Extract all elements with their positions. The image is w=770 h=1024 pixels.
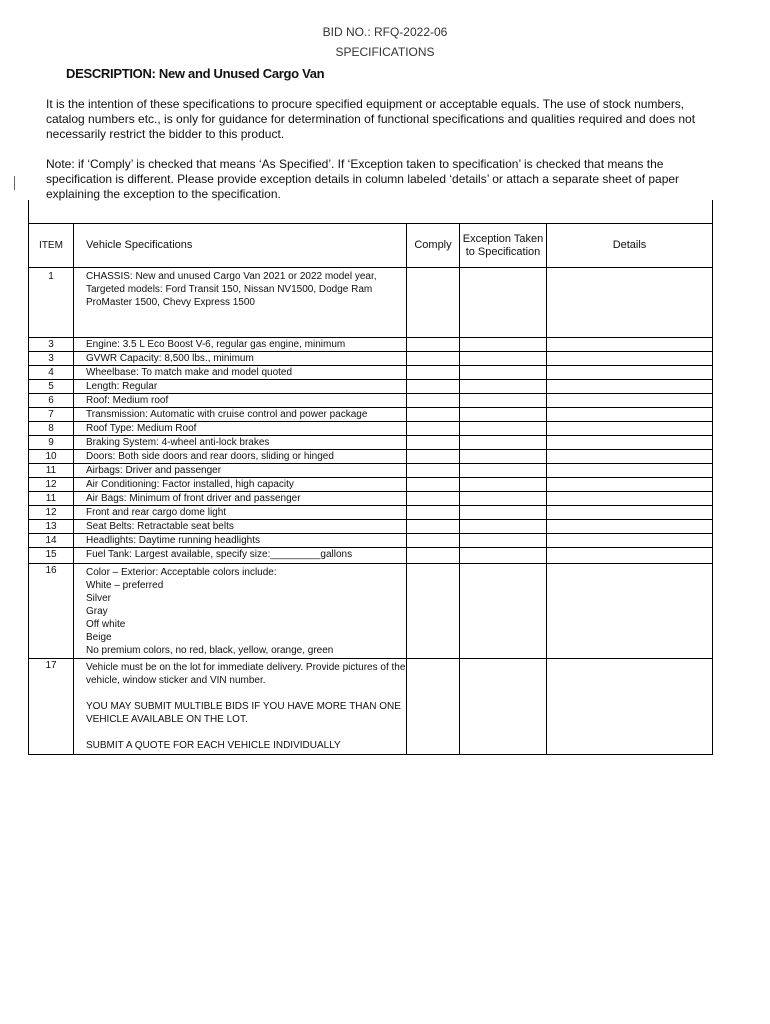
comply-cell[interactable]	[407, 659, 460, 755]
exception-cell[interactable]	[460, 436, 547, 450]
exception-cell[interactable]	[460, 394, 547, 408]
exception-cell[interactable]	[460, 464, 547, 478]
row-spec: Length: Regular	[74, 380, 407, 394]
table-row-17	[29, 659, 713, 755]
table-row	[29, 478, 713, 492]
multiple-bids-text: YOU MAY SUBMIT MULTIBLE BIDS IF YOU HAVE MORE THAN ONE VEHICLE AVAILABLE ON THE LOT.	[86, 701, 401, 725]
comply-cell[interactable]	[407, 478, 460, 492]
table-header-row	[29, 224, 713, 268]
color-line: White – preferred	[86, 580, 164, 591]
color-line: Silver	[86, 593, 112, 604]
row-spec: Braking System: 4-wheel anti-lock brakes	[74, 436, 407, 450]
comply-cell[interactable]	[407, 450, 460, 464]
header-item: ITEM	[29, 224, 74, 268]
exception-cell[interactable]	[460, 450, 547, 464]
table-row	[29, 338, 713, 352]
details-cell[interactable]	[547, 436, 713, 450]
row-item: 13	[29, 520, 74, 534]
exception-cell[interactable]	[460, 478, 547, 492]
description-heading: DESCRIPTION: New and Unused Cargo Van	[66, 66, 325, 81]
comply-cell[interactable]	[407, 548, 460, 564]
details-cell[interactable]	[547, 464, 713, 478]
exception-cell[interactable]	[460, 548, 547, 564]
details-cell[interactable]	[547, 380, 713, 394]
comply-cell[interactable]	[407, 352, 460, 366]
row-spec-16	[74, 564, 407, 659]
table-row	[29, 408, 713, 422]
row-spec: Wheelbase: To match make and model quoted	[74, 366, 407, 380]
comply-cell[interactable]	[407, 394, 460, 408]
row-spec: Fuel Tank: Largest available, specify size:_________gallons	[74, 548, 407, 564]
quote-text: SUBMIT A QUOTE FOR EACH VEHICLE INDIVIDUALLY	[86, 740, 341, 751]
details-cell[interactable]	[547, 408, 713, 422]
details-cell[interactable]	[547, 492, 713, 506]
margin-mark	[14, 176, 15, 190]
details-cell[interactable]	[547, 450, 713, 464]
row-item: 10	[29, 450, 74, 464]
color-line: Gray	[86, 606, 108, 617]
exception-cell[interactable]	[460, 534, 547, 548]
exception-cell[interactable]	[460, 659, 547, 755]
comply-cell[interactable]	[407, 338, 460, 352]
details-cell[interactable]	[547, 564, 713, 659]
details-cell[interactable]	[547, 478, 713, 492]
details-cell[interactable]	[547, 422, 713, 436]
comply-cell[interactable]	[407, 534, 460, 548]
row-item: 3	[29, 352, 74, 366]
row-spec: Air Conditioning: Factor installed, high capacity	[74, 478, 407, 492]
table-row	[29, 492, 713, 506]
color-line: Color – Exterior: Acceptable colors include:	[86, 567, 277, 578]
exception-cell[interactable]	[460, 366, 547, 380]
row-spec: Roof: Medium roof	[74, 394, 407, 408]
row-spec: CHASSIS: New and unused Cargo Van 2021 or 2022 model year, Targeted models: Ford Transit 150, Nissan NV1500, Dodge Ram ProMaster 1500, Chevy Express 1500	[74, 268, 407, 338]
exception-cell[interactable]	[460, 506, 547, 520]
exception-cell[interactable]	[460, 422, 547, 436]
table-row	[29, 268, 713, 338]
table-row	[29, 352, 713, 366]
table-row	[29, 394, 713, 408]
details-cell[interactable]	[547, 534, 713, 548]
comply-cell[interactable]	[407, 422, 460, 436]
row-spec: Airbags: Driver and passenger	[74, 464, 407, 478]
intro-paragraph: It is the intention of these specifications to procure specified equipment or acceptable equals. The use of stock numbers, catalog numbers etc., is only for guidance for determination of functional specifications and qualities required and does not necessarily restrict the bidder to this product.	[46, 97, 696, 141]
table-row-16	[29, 564, 713, 659]
header-spec: Vehicle Specifications	[74, 224, 407, 268]
row-item: 9	[29, 436, 74, 450]
table-row	[29, 548, 713, 564]
table-row	[29, 506, 713, 520]
table-row	[29, 380, 713, 394]
row-item: 14	[29, 534, 74, 548]
comply-cell[interactable]	[407, 564, 460, 659]
row-item: 15	[29, 548, 74, 564]
comply-cell[interactable]	[407, 520, 460, 534]
row-spec: Headlights: Daytime running headlights	[74, 534, 407, 548]
table-row	[29, 464, 713, 478]
row-item: 6	[29, 394, 74, 408]
exception-cell[interactable]	[460, 338, 547, 352]
details-cell[interactable]	[547, 520, 713, 534]
details-cell[interactable]	[547, 548, 713, 564]
row-item: 8	[29, 422, 74, 436]
specifications-table	[28, 200, 713, 755]
table-row	[29, 436, 713, 450]
row-item: 3	[29, 338, 74, 352]
exception-cell[interactable]	[460, 380, 547, 394]
row-spec: Doors: Both side doors and rear doors, sliding or hinged	[74, 450, 407, 464]
details-cell[interactable]	[547, 659, 713, 755]
row-item-16: 16	[29, 564, 74, 659]
color-line: No premium colors, no red, black, yellow, orange, green	[86, 645, 334, 656]
exception-cell[interactable]	[460, 352, 547, 366]
row-item: 12	[29, 506, 74, 520]
row-item: 11	[29, 492, 74, 506]
table-row	[29, 366, 713, 380]
comply-cell[interactable]	[407, 380, 460, 394]
exception-cell[interactable]	[460, 564, 547, 659]
row-spec: Front and rear cargo dome light	[74, 506, 407, 520]
table-row	[29, 534, 713, 548]
table-row	[29, 422, 713, 436]
row-item: 1	[29, 268, 74, 338]
row-spec-17	[74, 659, 407, 755]
comply-cell[interactable]	[407, 436, 460, 450]
table-top-spacer	[29, 200, 713, 224]
header-exception: Exception Taken to Specification	[460, 224, 547, 268]
comply-cell[interactable]	[407, 268, 460, 338]
details-cell[interactable]	[547, 394, 713, 408]
comply-cell[interactable]	[407, 506, 460, 520]
exception-cell[interactable]	[460, 492, 547, 506]
row-item: 4	[29, 366, 74, 380]
page-title: SPECIFICATIONS	[335, 45, 435, 59]
header-details: Details	[547, 224, 713, 268]
row-item: 12	[29, 478, 74, 492]
details-cell[interactable]	[547, 366, 713, 380]
row-spec: Roof Type: Medium Roof	[74, 422, 407, 436]
header-comply: Comply	[407, 224, 460, 268]
row-spec: Engine: 3.5 L Eco Boost V-6, regular gas engine, minimum	[74, 338, 407, 352]
details-cell[interactable]	[547, 352, 713, 366]
comply-cell[interactable]	[407, 492, 460, 506]
comply-cell[interactable]	[407, 464, 460, 478]
row-item: 7	[29, 408, 74, 422]
color-line: Off white	[86, 619, 126, 630]
exception-cell[interactable]	[460, 408, 547, 422]
table-row	[29, 450, 713, 464]
comply-cell[interactable]	[407, 408, 460, 422]
row-spec: Transmission: Automatic with cruise control and power package	[74, 408, 407, 422]
comply-cell[interactable]	[407, 366, 460, 380]
row-item-17: 17	[29, 659, 74, 755]
row-item: 11	[29, 464, 74, 478]
table-row	[29, 520, 713, 534]
table-body	[29, 268, 713, 564]
row-spec: Seat Belts: Retractable seat belts	[74, 520, 407, 534]
row-spec: GVWR Capacity: 8,500 lbs., minimum	[74, 352, 407, 366]
details-cell[interactable]	[547, 268, 713, 338]
exception-cell[interactable]	[460, 520, 547, 534]
details-cell[interactable]	[547, 338, 713, 352]
exception-cell[interactable]	[460, 268, 547, 338]
color-line: Beige	[86, 632, 112, 643]
row-spec: Air Bags: Minimum of front driver and passenger	[74, 492, 407, 506]
note-paragraph: Note: if ‘Comply’ is checked that means ‘As Specified’. If ‘Exception taken to specification’ is checked that means the specification is different. Please provide exception details in column labeled ‘details’ or attach a separate sheet of paper explaining the exception to the specification.	[46, 157, 680, 201]
delivery-text: Vehicle must be on the lot for immediate delivery. Provide pictures of the vehicle, window sticker and VIN number.	[86, 662, 406, 686]
bid-number: BID NO.: RFQ-2022-06	[322, 25, 448, 39]
row-item: 5	[29, 380, 74, 394]
details-cell[interactable]	[547, 506, 713, 520]
